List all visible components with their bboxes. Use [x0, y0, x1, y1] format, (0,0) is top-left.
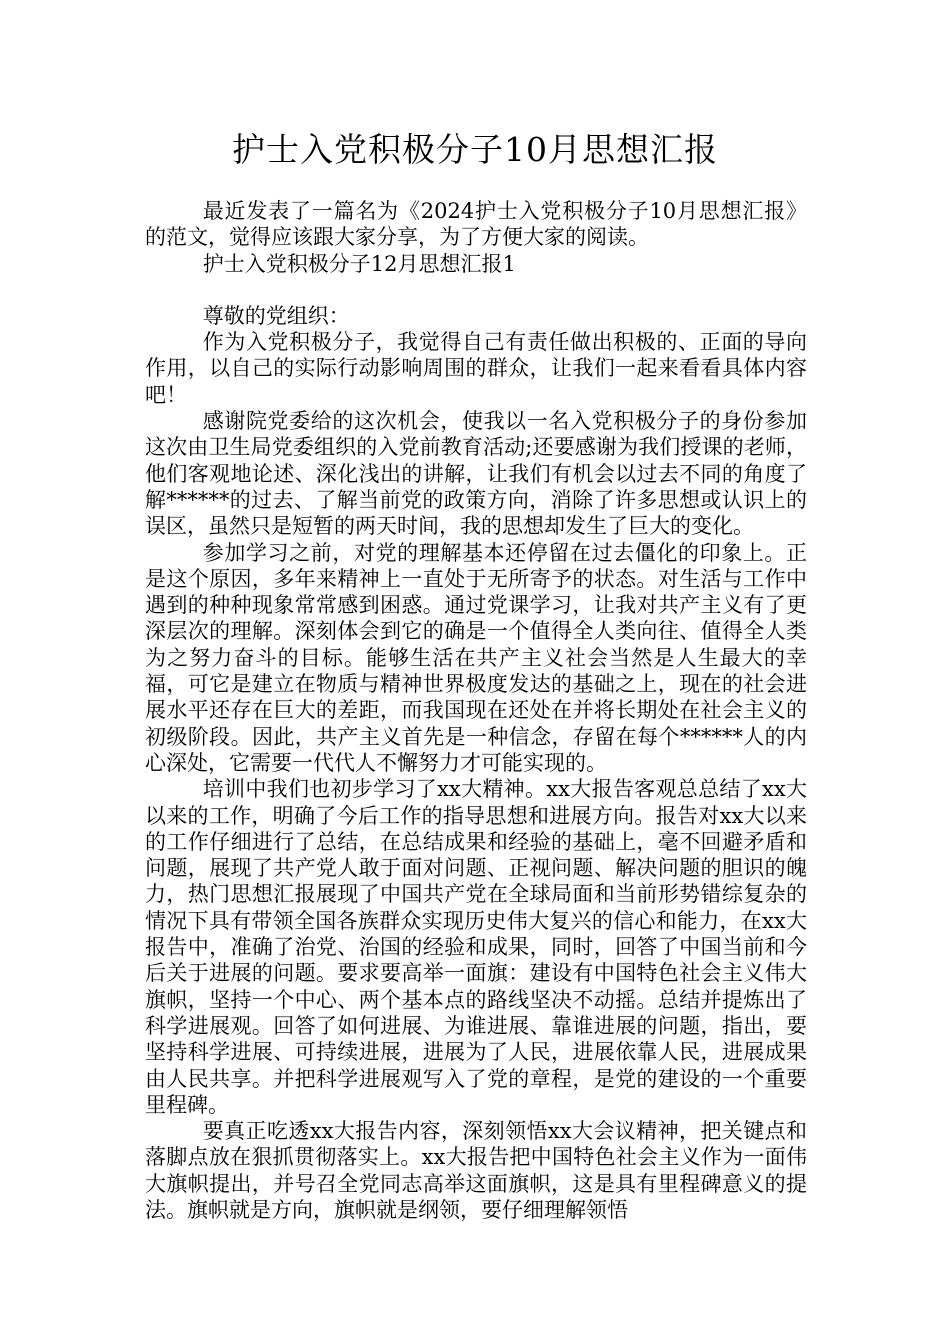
document-title: 护士入党积极分子10月思想汇报	[232, 130, 718, 169]
document-body	[145, 198, 807, 1223]
body-paragraph: 参加学习之前，对党的理解基本还停留在过去僵化的印象上。正是这个原因，多年来精神上一直处于无所寄予的状态。对生活与工作中遇到的种种现象常常感到困惑。通过党课学习，让我对共产主义有了更深层次的理解。深刻体会到它的确是一个值得全人类向往、值得全人类为之努力奋斗的目标。能够生活在共产主义社会当然是人生最大的幸福，可它是建立在物质与精神世界极度发达的基础之上，现在的社会进展水平还存在巨大的差距，而我国现在还处在并将长期处在社会主义的初级阶段。因此，共产主义首先是一种信念，存留在每个******人的内心深处，它需要一代代人不懈努力才可能实现的。	[145, 540, 807, 775]
body-paragraph: 要真正吃透xx大报告内容，深刻领悟xx大会议精神，把关键点和落脚点放在狠抓贯彻落实上。xx大报告把中国特色社会主义作为一面伟大旗帜提出，并号召全党同志高举这面旗帜，这是具有里程碑意义的提法。旗帜就是方向，旗帜就是纲领，要仔细理解领悟	[145, 1119, 807, 1222]
body-paragraph: 培训中我们也初步学习了xx大精神。xx大报告客观总总结了xx大以来的工作，明确了今后工作的指导思想和进展方向。报告对xx大以来的工作仔细进行了总结，在总结成果和经验的基础上，毫不回避矛盾和问题，展现了共产党人敢于面对问题、正视问题、解决问题的胆识的魄力，热门思想汇报展现了中国共产党在全球局面和当前形势错综复杂的情况下具有带领全国各族群众实现历史伟大复兴的信心和能力，在xx大报告中，准确了治党、治国的经验和成果，同时，回答了中国当前和今后关于进展的问题。要求要高举一面旗：建设有中国特色社会主义伟大旗帜，坚持一个中心、两个基本点的路线坚决不动摇。总结并提炼出了科学进展观。回答了如何进展、为谁进展、靠谁进展的问题，指出，要坚持科学进展、可持续进展，进展为了人民，进展依靠人民，进展成果由人民共享。并把科学进展观写入了党的章程，是党的建设的一个重要里程碑。	[145, 777, 807, 1117]
salutation: 尊敬的党组织：	[202, 303, 350, 328]
report-subtitle: 护士入党积极分子12月思想汇报1	[202, 251, 516, 276]
body-paragraph: 作为入党积极分子，我觉得自己有责任做出积极的、正面的导向作用，以自己的实际行动影响周围的群众，让我们一起来看看具体内容吧！	[145, 330, 807, 407]
body-paragraph: 感谢院党委给的这次机会，使我以一名入党积极分子的身份参加这次由卫生局党委组织的入党前教育活动;还要感谢为我们授课的老师，他们客观地论述、深化浅出的讲解，让我们有机会以过去不同的角度了解******的过去、了解当前党的政策方向，消除了许多思想或认识上的误区，虽然只是短暂的两天时间，我的思想却发生了巨大的变化。	[145, 409, 807, 539]
intro-paragraph: 最近发表了一篇名为《2024护士入党积极分子10月思想汇报》的范文，觉得应该跟大家分享，为了方便大家的阅读。	[145, 199, 807, 250]
